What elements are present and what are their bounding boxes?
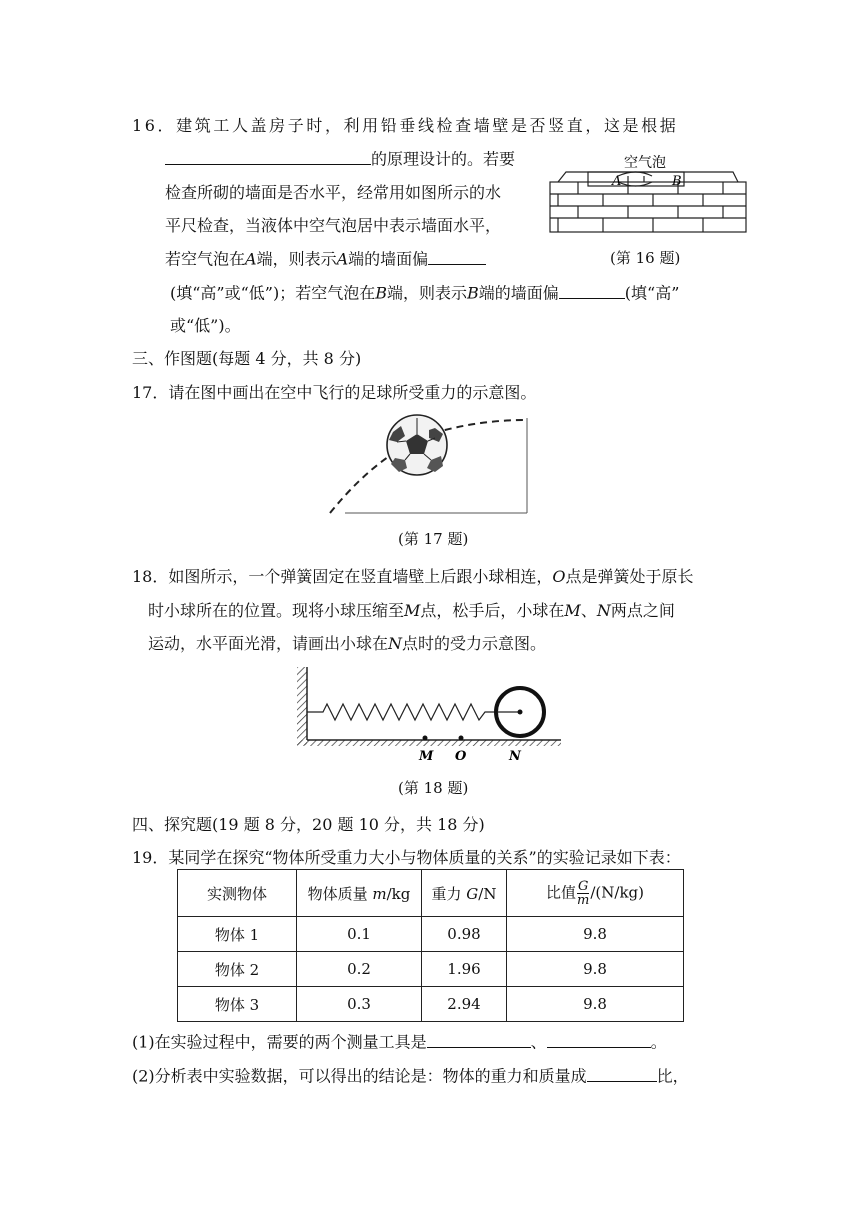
header-weight-var: G (466, 884, 479, 903)
header-mass-var: m (372, 884, 387, 903)
q16-text-6a: (填“高”或“低”)；若空气泡在 (170, 283, 376, 303)
ratio-numerator: G (577, 878, 589, 894)
q16-fig-a-label: A (612, 174, 622, 189)
header-mass (297, 870, 422, 917)
q19-blank-relation[interactable] (587, 1063, 657, 1082)
row2-ratio: 9.8 (507, 952, 684, 987)
row2-name: 物体 2 (178, 952, 297, 987)
q18-text-2c: 点，松手后，小球在 (420, 601, 565, 620)
q17-caption: (第 17 题) (398, 530, 469, 548)
header-weight (422, 870, 507, 917)
q16-line2 (165, 146, 515, 170)
q18-var-n2: N (388, 634, 403, 653)
q19-p2-text: (2)分析表中实验数据，可以得出的结论是：物体的重力和质量成 (132, 1066, 587, 1086)
q18-line1 (132, 564, 694, 587)
q18-text-2g: 两点之间 (610, 601, 675, 620)
row1-name: 物体 1 (178, 917, 297, 952)
row3-name: 物体 3 (178, 987, 297, 1022)
q18-text-3a: 运动，水平面光滑，请画出小球在 (148, 634, 389, 653)
q16-text-3: 检查所砌的墙面是否水平，经常用如图所示的水 (165, 183, 502, 202)
q16-fig-b-label: B (672, 174, 682, 189)
q16-blank-principle[interactable] (165, 146, 371, 165)
q16-blank-a[interactable] (428, 246, 486, 265)
row3-ratio: 9.8 (507, 987, 684, 1022)
q19-p1-text: (1)在实验过程中，需要的两个测量工具是 (132, 1032, 427, 1052)
header-ratio-unit: /(N/kg) (590, 883, 645, 901)
q16-line4 (165, 213, 501, 236)
q16-var-b2: B (467, 283, 479, 303)
q18-text-3c: 点时的受力示意图。 (402, 634, 547, 653)
q16-var-b1: B (375, 283, 387, 303)
row2-weight: 1.96 (422, 952, 507, 987)
q18-var-o: O (552, 567, 566, 586)
q18-text-1c: 点是弹簧处于原长 (565, 567, 694, 586)
q18-caption: (第 18 题) (398, 779, 469, 797)
q19-blank-tool2[interactable] (547, 1029, 651, 1048)
q16-caption: (第 16 题) (610, 249, 681, 267)
q19-p2-end: 比， (656, 1066, 689, 1086)
q18-text-2a: 时小球所在的位置。现将小球压缩至 (148, 601, 405, 620)
q16-text-5e: 端的墙面偏 (348, 249, 429, 269)
q18-text-2e: 、 (580, 601, 597, 620)
q16-fig-bubble-label: 空气泡 (624, 155, 666, 171)
row2-mass: 0.2 (297, 952, 422, 987)
section-4-heading: 四、探究题(19 题 8 分，20 题 10 分，共 18 分) (132, 815, 485, 834)
q18-var-m1: M (404, 601, 421, 620)
header-weight-text: 重力 (431, 884, 467, 903)
q17-text: 17．请在图中画出在空中飞行的足球所受重力的示意图。 (132, 383, 537, 402)
row1-mass: 0.1 (297, 917, 422, 952)
ratio-denominator: m (577, 892, 590, 908)
q19-blank-tool1[interactable] (427, 1029, 531, 1048)
q19-part1 (132, 1029, 667, 1053)
q18-fig-m: M (419, 749, 434, 764)
section-3-heading: 三、作图题(每题 4 分，共 8 分) (132, 349, 362, 368)
q19-data-table (177, 869, 684, 1022)
q16-var-a2: A (336, 249, 349, 269)
ratio-fraction (577, 880, 589, 907)
q16-text-5c: 端，则表示 (256, 249, 337, 269)
header-object: 实测物体 (178, 870, 297, 917)
table-row (178, 917, 684, 952)
q19-part2 (132, 1063, 689, 1087)
q19-p1-sep: 、 (530, 1032, 547, 1052)
q18-var-n: N (596, 601, 611, 620)
q16-blank-b[interactable] (559, 280, 625, 299)
q18-text-1a: 18．如图所示，一个弹簧固定在竖直墙壁上后跟小球相连， (132, 567, 553, 586)
q16-text-6f: (填“高” (624, 283, 680, 303)
q16-line6 (170, 280, 679, 304)
q19-intro: 19．某同学在探究“物体所受重力大小与物体质量的关系”的实验记录如下表： (132, 848, 681, 867)
table-header-row (178, 870, 684, 917)
row1-ratio: 9.8 (507, 917, 684, 952)
row1-weight: 0.98 (422, 917, 507, 952)
q18-fig-n: N (509, 749, 521, 764)
header-weight-unit: /N (478, 884, 497, 903)
table-row (178, 952, 684, 987)
header-ratio (507, 870, 684, 917)
table-row (178, 987, 684, 1022)
row3-mass: 0.3 (297, 987, 422, 1022)
q16-text-6c: 端，则表示 (386, 283, 467, 303)
q16-figure-level (548, 152, 750, 234)
q18-var-m2: M (564, 601, 581, 620)
q16-text-5a: 若空气泡在 (165, 249, 246, 269)
q16-text-4: 平尺检查，当液体中空气泡居中表示墙面水平， (165, 216, 502, 235)
q16-text-6e: 端的墙面偏 (478, 283, 559, 303)
q18-fig-o: O (455, 749, 467, 764)
q16-line1 (132, 113, 678, 136)
q16-text-1: 16．建筑工人盖房子时，利用铅垂线检查墙壁是否竖直，这是根据 (132, 116, 679, 135)
row3-weight: 2.94 (422, 987, 507, 1022)
q16-line5 (165, 246, 486, 270)
q16-text-2: 的原理设计的。若要 (371, 149, 516, 169)
header-ratio-text: 比值 (545, 883, 576, 901)
header-mass-unit: /kg (386, 884, 411, 903)
q16-line7: 或“低”)。 (170, 316, 241, 335)
q18-line3 (148, 631, 546, 654)
q19-p1-end: 。 (650, 1032, 667, 1052)
q17-figure-football (325, 410, 535, 518)
header-mass-text: 物体质量 (307, 884, 373, 903)
q16-line3 (165, 180, 501, 203)
q18-line2 (148, 598, 675, 621)
q16-var-a1: A (245, 249, 257, 269)
q18-figure-spring (295, 662, 563, 770)
